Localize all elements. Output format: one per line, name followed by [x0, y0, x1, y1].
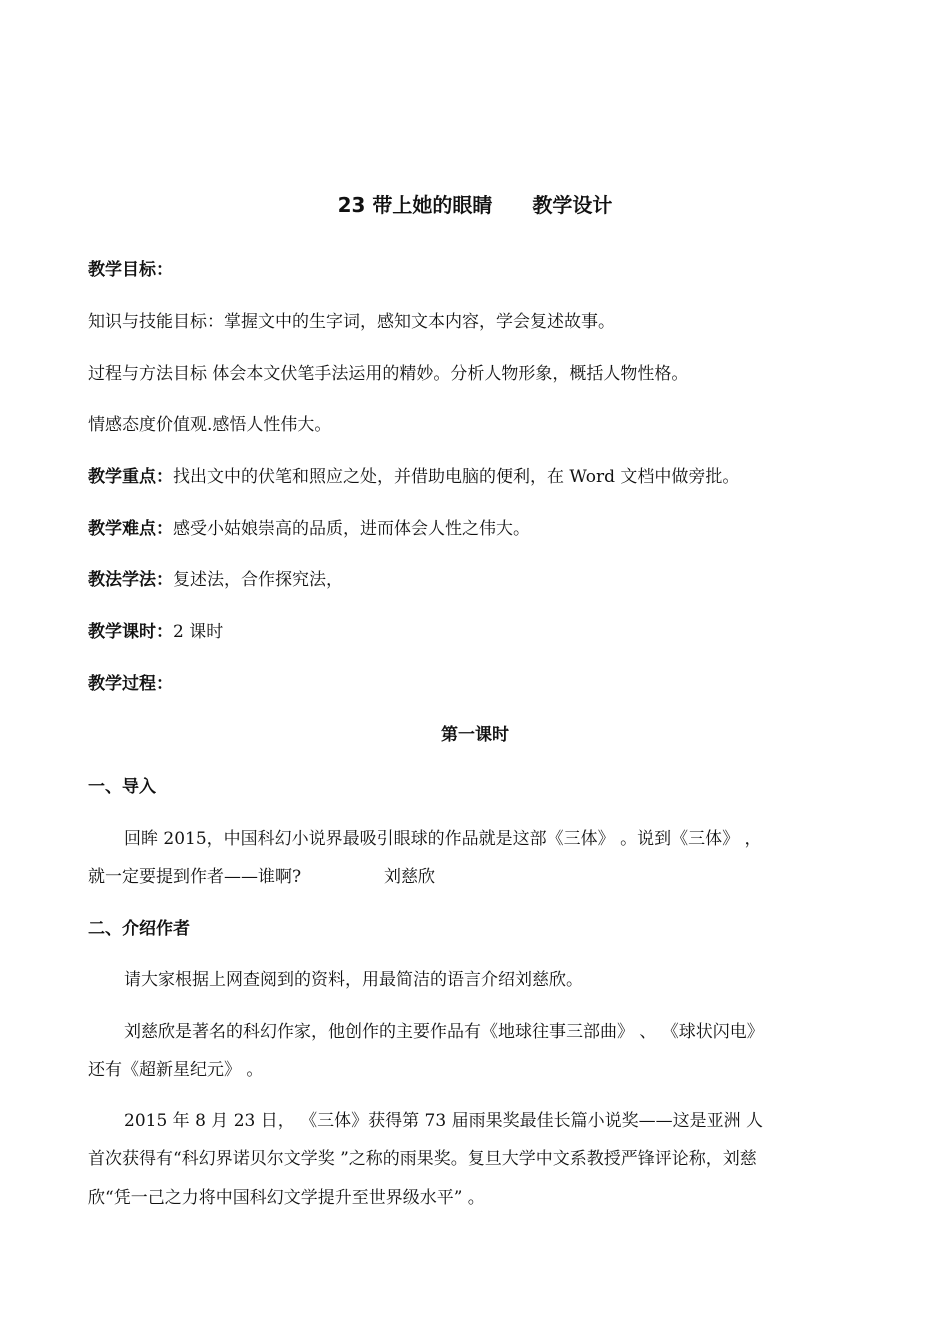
class-hours-text: 2 课时: [173, 622, 224, 642]
intro-paragraph-line2: 就一定要提到作者——谁啊?: [88, 867, 302, 887]
intro-answer: 刘慈欣: [384, 867, 435, 887]
key-point-text: 找出文中的伏笔和照应之处，并借助电脑的便利，在 Word 文档中做旁批。: [173, 467, 740, 487]
difficult-point-text: 感受小姑娘崇高的品质，进而体会人性之伟大。: [173, 519, 530, 539]
objectives-heading: 教学目标：: [88, 260, 173, 280]
key-point-label: 教学重点：: [88, 467, 173, 487]
class-hours-label: 教学课时：: [88, 622, 173, 642]
intro-paragraph-line1: 回眸 2015，中国科幻小说界最吸引眼球的作品就是这部《三体》 。说到《三体》 ，: [124, 829, 762, 849]
author-paragraph-2-line1: 刘慈欣是著名的科幻作家，他创作的主要作品有《地球往事三部曲》 、 《球状闪电》: [124, 1022, 764, 1042]
author-paragraph-3-line1: 2015 年 8 月 23 日， 《三体》获得第 73 届雨果奖最佳长篇小说奖——这是亚洲 人: [124, 1111, 763, 1131]
document-title: [0, 192, 950, 218]
difficult-point: [88, 518, 530, 540]
author-paragraph-2-line2: 还有《超新星纪元》 。: [88, 1060, 264, 1080]
author-paragraph-3-line3: 欣“凭一己之力将中国科幻文学提升至世界级水平” 。: [88, 1188, 485, 1208]
difficult-point-label: 教学难点：: [88, 519, 173, 539]
objective-knowledge: 知识与技能目标：掌握文中的生字词，感知文本内容，学会复述故事。: [88, 312, 615, 332]
title-suffix: 教学设计: [532, 193, 613, 217]
methods-text: 复述法，合作探究法，: [173, 570, 343, 590]
objective-process: 过程与方法目标 体会本文伏笔手法运用的精妙。分析人物形象，概括人物性格。: [88, 364, 689, 384]
section-author-heading: 二、介绍作者: [88, 919, 190, 939]
author-paragraph-3-line2: 首次获得有“科幻界诺贝尔文学奖 ”之称的雨果奖。复旦大学中文系教授严锋评论称，刘慈: [88, 1149, 757, 1169]
title-number: 23: [337, 193, 366, 217]
title-name: 带上她的眼睛: [372, 193, 493, 217]
objective-emotion: 情感态度价值观.感悟人性伟大。: [88, 415, 332, 435]
methods-label: 教法学法：: [88, 570, 173, 590]
process-heading: 教学过程：: [88, 674, 173, 694]
lesson-heading: 第一课时: [441, 725, 509, 745]
author-paragraph-1: 请大家根据上网查阅到的资料，用最简洁的语言介绍刘慈欣。: [124, 970, 583, 990]
key-point: [88, 466, 739, 488]
methods: [88, 569, 343, 591]
class-hours: [88, 621, 223, 643]
section-intro-heading: 一、导入: [88, 777, 156, 797]
